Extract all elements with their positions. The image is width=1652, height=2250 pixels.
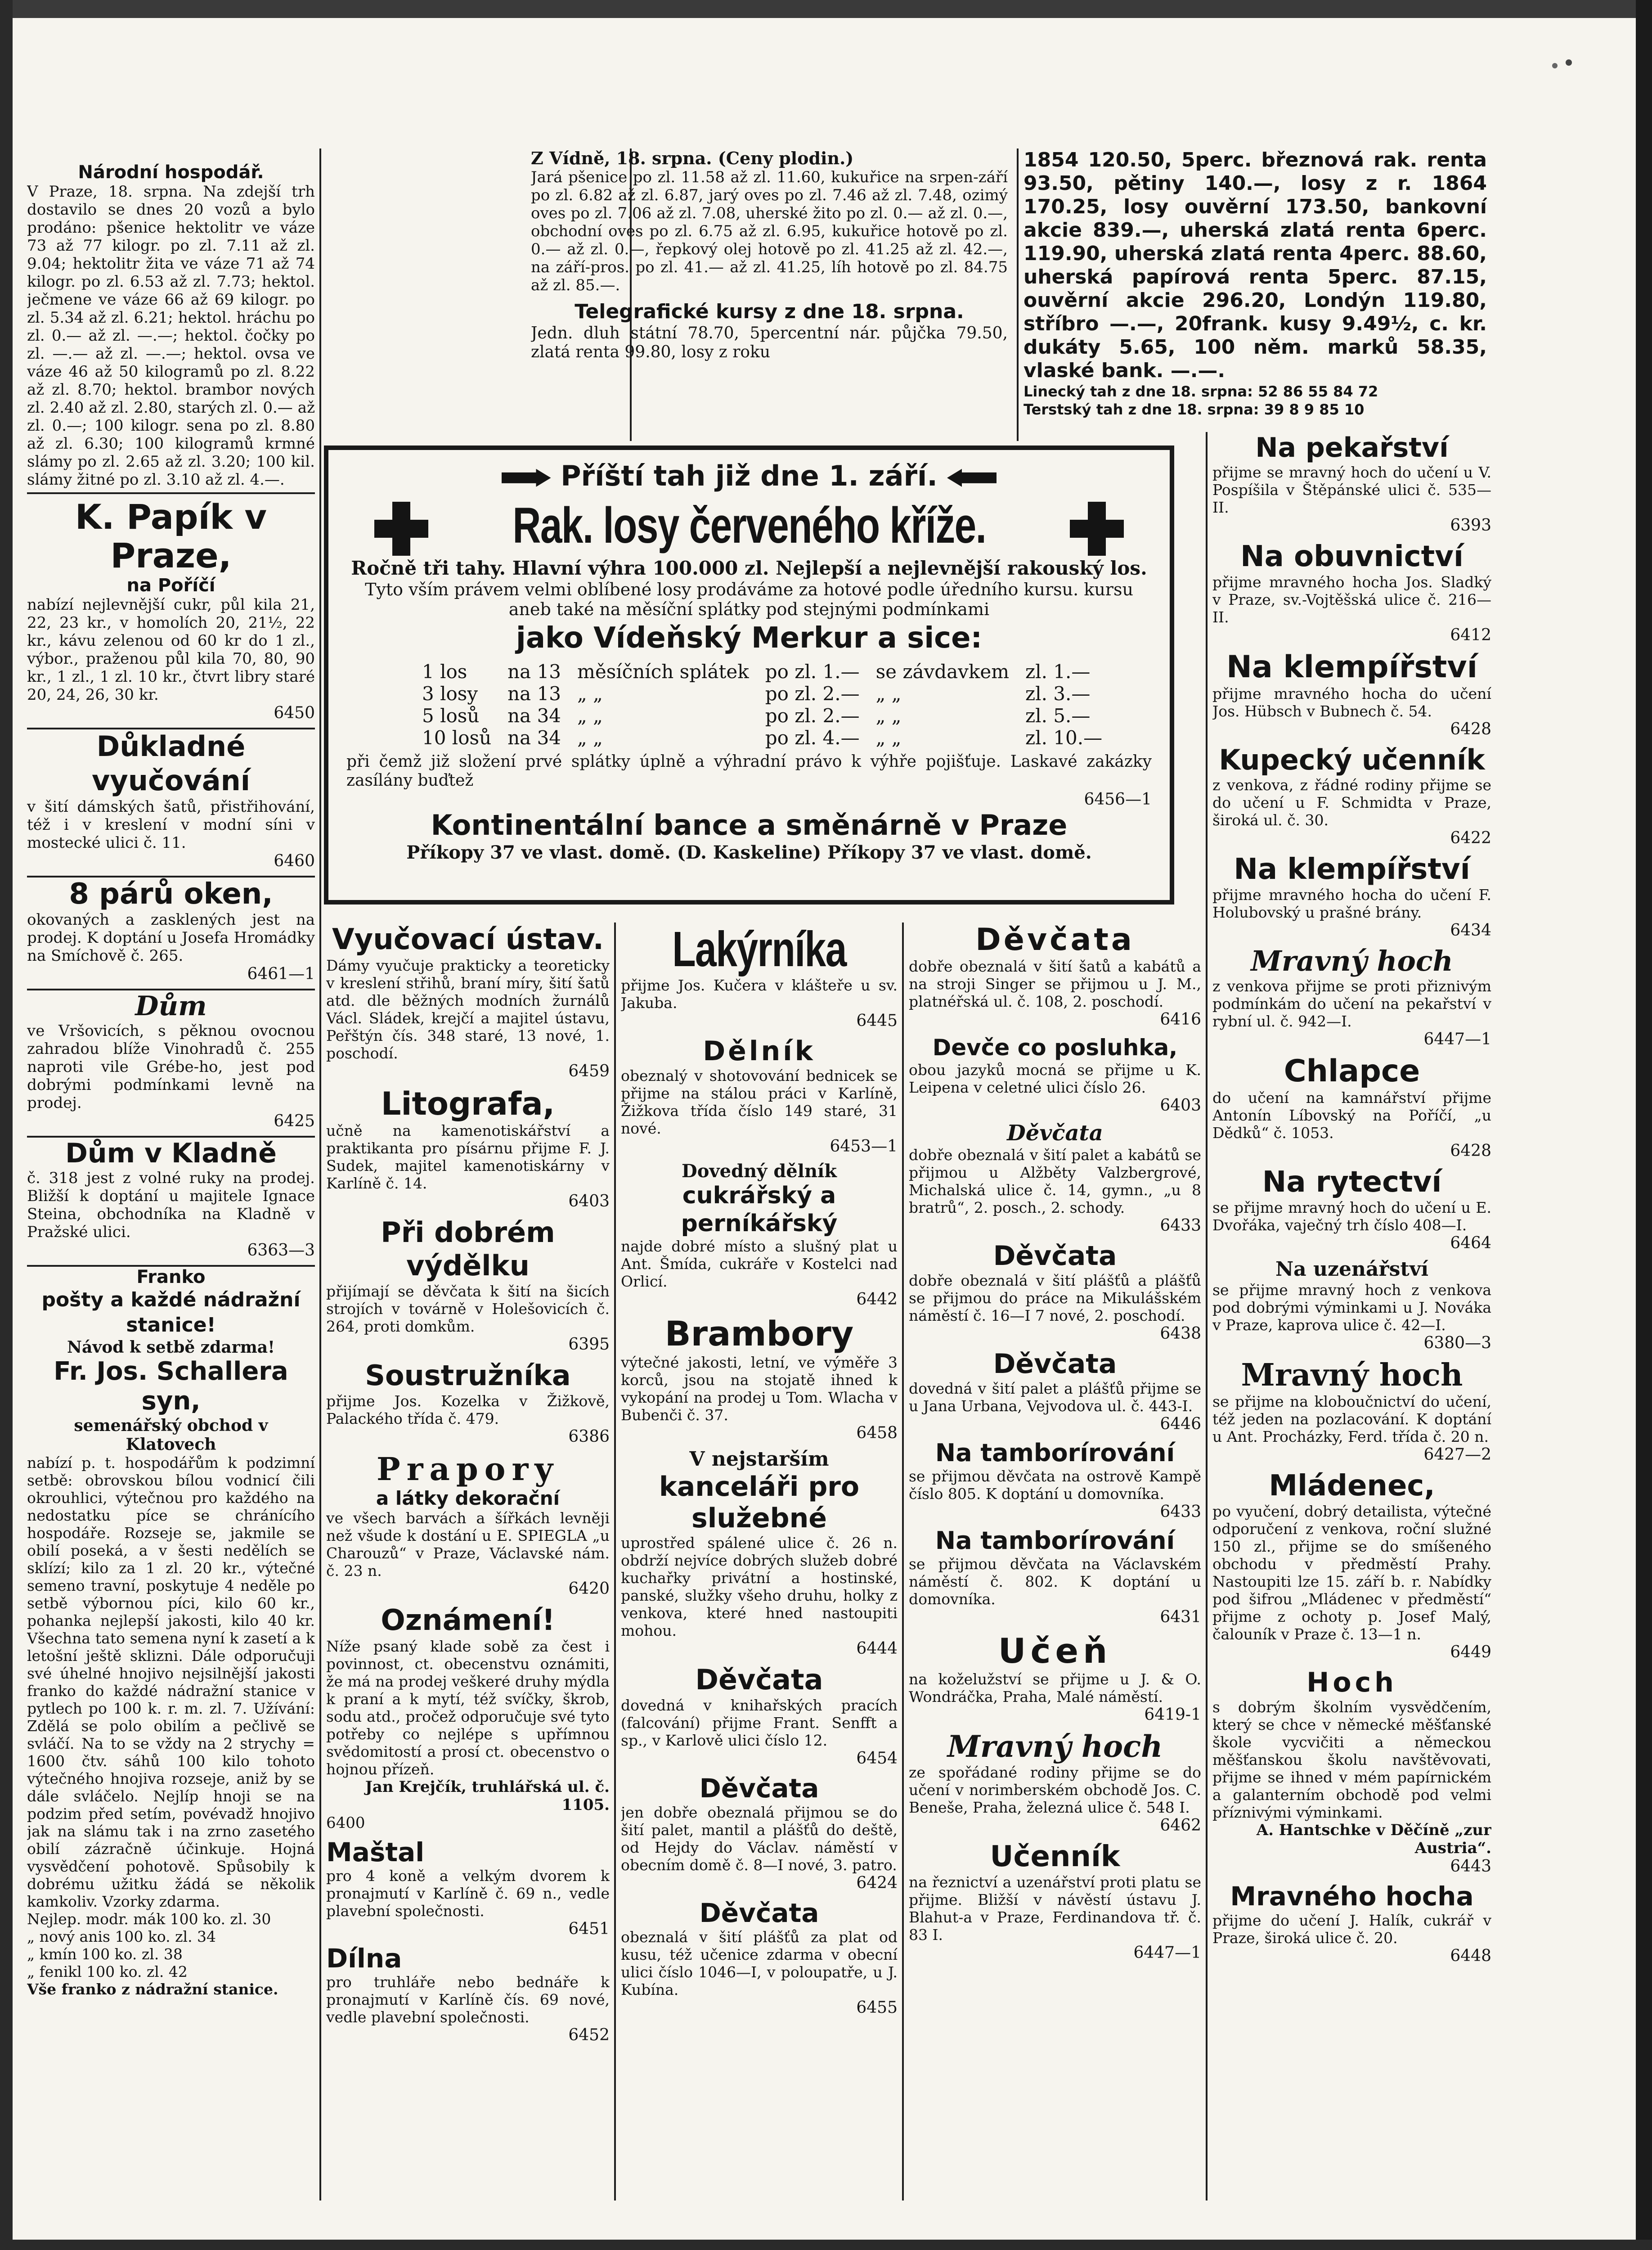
lottery-title-line: [346, 494, 1152, 557]
ad-text: Dámy vyučuje prakticky a teoreticky v kreslení střihů, braní míry, šití šatů atd. dle běžných modních žurnálů Václ. Sládek, krejčí a majitel ústavu, Peřštýn čís. 348 staré, 13 nové, 1. poschodí.: [326, 957, 610, 1062]
ad-title: Děvčata: [699, 1898, 819, 1928]
lottery-main-prize: Ročně tři tahy. Hlavní výhra 100.000 zl. Nejlepší a nejlevnější rakouský los.: [351, 557, 1147, 579]
ad-title: Děvčata: [975, 922, 1135, 958]
ad-kicker: Franko: [136, 1267, 206, 1287]
ad-kancelar: [621, 1448, 898, 1658]
table-cell: „ „: [577, 705, 603, 727]
ad-text: najde dobré místo a slušný plat u Ant. Šmída, cukráře v Kostelci nad Orlicí.: [621, 1238, 898, 1290]
telegraf-text: Jedn. dluh státní 78.70, 5percentní nár. půjčka 79.50, zlatá renta 99.80, losy z roku: [531, 324, 1008, 361]
lottery-note: při čemž již složení prvé splátky úplně a výhradní právo k výhře pojišťuje. Laskavé zakázky zasílány buďtež: [346, 752, 1152, 790]
lottery-date-line: [346, 458, 1152, 494]
ad-devcata-mantil: [621, 1773, 898, 1892]
ad-text: na koželužství se přijme u J. & O. Wondráčka, Praha, Malé náměstí.: [909, 1670, 1201, 1706]
ad-title: Na tamborírování: [935, 1439, 1175, 1467]
ad-number: 6460: [274, 852, 315, 870]
pointing-hand-icon: [947, 469, 997, 487]
table-cell: „ „: [875, 705, 902, 727]
ad-title: kanceláři pro služebné: [659, 1471, 860, 1534]
ad-title: Hoch: [1306, 1667, 1397, 1698]
ad-title: Soustružníka: [365, 1359, 571, 1392]
ad-soustruznika: [326, 1359, 610, 1446]
ad-oznameni: [326, 1603, 610, 1832]
ad-number: 6419-1: [1144, 1706, 1201, 1724]
ad-text: dobře obeznalá v šití palet a kabátů se přijmou u Alžběty Valzbergrové, Michalská ulice č. 14, gymn., „u 8 bratrů“, 2. posch., 2. schody.: [909, 1146, 1201, 1216]
divider: [27, 1136, 315, 1138]
ad-kicker: Dovedný dělník: [682, 1161, 837, 1182]
ad-subtitle: semenářský obchod v Klatovech: [74, 1416, 268, 1454]
ad-rytectvi: [1212, 1166, 1491, 1252]
table-cell: 10 losů: [422, 727, 492, 749]
ad-text: ve všech barvách a šířkách levněji než všude k dostání u E. SPIEGLA „u Charouzů“ v Praze, Václavské nám. č. 23 n.: [326, 1509, 610, 1580]
ad-title: Chlapce: [1284, 1053, 1420, 1089]
ad-subtitle: a látky dekorační: [376, 1487, 560, 1509]
ad-title: 8 párů oken,: [69, 878, 273, 911]
ad-title: Mravný hoch: [1251, 945, 1453, 977]
price-line: „ kmín 100 ko. zl. 38: [27, 1945, 183, 1963]
ad-text: pro truhláře nebo bednáře k pronajmutí v Karlíně čís. 69 nové, vedle plavební společnosti.: [326, 1973, 610, 2026]
ad-vydelek: [326, 1216, 610, 1354]
divider: [27, 492, 315, 494]
ad-title: Děvčata: [695, 1663, 823, 1696]
ad-title: Na tamborírování: [935, 1526, 1175, 1555]
ad-klempirstvi-1: [1212, 650, 1491, 738]
telegraf-title: Telegrafické kursy z dne 18. srpna.: [575, 300, 964, 323]
ad-number: 6442: [856, 1290, 898, 1309]
ad-devcata-plastu: [621, 1898, 898, 2017]
column-rule: [1206, 432, 1208, 2200]
column-rule: [319, 148, 321, 2200]
ad-title: Prapory: [376, 1450, 560, 1488]
ad-text: se přijmou děvčata na Václavském náměstí č. 802. K doptání u domovníka.: [909, 1555, 1201, 1608]
ad-text: se přijmou děvčata na ostrově Kampě číslo 805. K doptání u domovníka.: [909, 1467, 1201, 1503]
ad-title: Lakýrníka: [672, 922, 846, 977]
ad-number: 6446: [1160, 1415, 1201, 1433]
ad-title: K. Papík v Praze,: [75, 497, 267, 576]
ad-devcata-urban: [909, 1348, 1201, 1433]
ad-number: 6393: [1450, 516, 1491, 535]
scan-edge-left: [0, 0, 13, 2250]
divider: [27, 1265, 315, 1267]
ad-title: Dům: [135, 990, 207, 1022]
ad-chlapce: [1212, 1054, 1491, 1160]
ad-text: v šití dámských šatů, přistřihování, též i v kreslení v modní síni v mostecké ulici č. 11.: [27, 798, 315, 852]
ad-number: 6422: [1450, 829, 1491, 847]
ad-title: Brambory: [664, 1314, 854, 1354]
ad-text: se přijme na kloboučnictví do učení, též jeden na pozlacování. K doptání u Ant. Procházky, Ferd. třída č. 20 n.: [1212, 1393, 1491, 1445]
ad-title: Maštal: [326, 1837, 425, 1868]
ad-number: 6445: [856, 1012, 898, 1030]
ad-number: 6462: [1160, 1816, 1201, 1835]
ad-subtitle: na Poříčí: [126, 575, 215, 596]
column-5-ads: [1212, 432, 1491, 2196]
ad-text: s dobrým školním vysvědčením, který se chce v německé měšťanské škole vycvičiti a německou měšťanskou školu navštěvovati, přijme se ihned v mém papírnickém a galanterním obchodě pod velmi příznivými výminkami.: [1212, 1698, 1491, 1821]
ad-title: Oznámení!: [381, 1604, 555, 1637]
table-cell: na 13: [507, 661, 561, 683]
table-cell: po zl. 2.—: [765, 705, 860, 727]
ad-text: nabízí nejlevnější cukr, půl kila 21, 22, 23 kr., v homolích 20, 21½, 22 kr., kávu zelenou od 60 kr do 1 zl., výbor., praženou půl kila 70, 80, 90 kr., 1 zl., 1 zl. 10 kr., čtvrt libry staré 20, 24, 26, 30 kr.: [27, 596, 315, 704]
ad-title: Děvčata: [699, 1773, 819, 1804]
pointing-hand-icon: [502, 469, 551, 487]
lottery-date-text: Příští tah již dne 1. září.: [561, 459, 938, 492]
ad-title: Dělník: [703, 1035, 816, 1067]
ad-number: 6454: [856, 1749, 898, 1768]
lottery-ad-box: [324, 446, 1174, 904]
divider: [27, 989, 315, 990]
ad-text: dobře obeznalá v šití plášťů a plášťů se přijmou do práce na Mikulášském náměstí č. 16—I 7 nové, 2. poschodí.: [909, 1272, 1201, 1324]
ad-number: 6431: [1160, 1608, 1201, 1626]
ad-number: 6464: [1450, 1234, 1491, 1252]
ad-cukrarsky: [621, 1161, 898, 1309]
ad-text: obou jazyků mocná se přijme u K. Leipena v celetné ulici číslo 26.: [909, 1061, 1201, 1096]
ad-ucen: [909, 1632, 1201, 1724]
lottery-title: Rak. losy červeného kříže.: [512, 497, 986, 554]
ad-number: 6444: [856, 1639, 898, 1658]
ad-number: 6449: [1450, 1643, 1491, 1661]
table-row: [414, 661, 1110, 683]
ad-number: 6438: [1160, 1324, 1201, 1343]
wien-title: Z Vídně, 18. srpna. (Ceny plodin.): [531, 148, 854, 168]
lottery-merkur: jako Vídeňský Merkur a sice:: [516, 621, 983, 655]
column-2-ads: [326, 922, 610, 2196]
ad-devcata-mikulas: [909, 1240, 1201, 1343]
installment-table: [414, 661, 1110, 749]
ad-klempirstvi-2: [1212, 853, 1491, 940]
ad-number: 6453—1: [830, 1137, 898, 1156]
ad-title: Děvčata: [993, 1240, 1117, 1272]
ad-devcata-palet: [909, 1120, 1201, 1235]
scan-edge-top: [0, 0, 1652, 18]
ad-text: přijme mravného hocha Jos. Sladký v Praze, sv.-Vojtěšská ulice č. 216—II.: [1212, 573, 1491, 626]
table-cell: zl. 3.—: [1025, 683, 1091, 705]
ad-number: 6380—3: [1423, 1334, 1491, 1352]
market-prices: [531, 148, 1008, 441]
ad-title: Důkladné vyučování: [92, 730, 250, 797]
ad-number: 6459: [568, 1062, 610, 1080]
price-line: Vše franko z nádražní stanice.: [27, 1980, 278, 1998]
ad-text: přijme Jos. Kučera v klášteře u sv. Jakuba.: [621, 976, 898, 1012]
ad-schaller: [27, 1267, 315, 1998]
ad-number: 6425: [274, 1112, 315, 1130]
ad-tambor-kampa: [909, 1439, 1201, 1521]
ad-text: se přijme mravný hoch z venkova pod dobrými výminkami u J. Nováka v Praze, kaprova ulice č. 42—I.: [1212, 1281, 1491, 1334]
price-line: „ nový anis 100 ko. zl. 34: [27, 1928, 216, 1945]
ad-posluhka: [909, 1034, 1201, 1115]
ad-tambor-vaclav: [909, 1526, 1201, 1626]
ad-number: 6456—1: [1084, 790, 1152, 809]
narodni-title: Národní hospodář.: [78, 162, 264, 183]
ad-title: Učenník: [990, 1840, 1120, 1873]
ad-obuvnictvi: [1212, 540, 1491, 644]
ad-text: uprostřed spálené ulice č. 26 n. obdrží nejvíce dobrých služeb dobré kuchařky privátní a hostinské, panské, služky všeho druhu, holky z venkova, které hned nastoupiti mohou.: [621, 1534, 898, 1639]
ad-title: Mravného hocha: [1230, 1881, 1474, 1912]
ad-lakyrnika: [621, 922, 898, 1030]
table-cell: „ „: [577, 727, 603, 749]
ad-text: se přijme mravný hoch do učení u E. Dvořáka, vaječný trh číslo 408—I.: [1212, 1199, 1491, 1234]
ad-brambory: [621, 1314, 898, 1442]
ad-text: přijme do učení J. Halík, cukrář v Praze, široká ulice č. 20.: [1212, 1912, 1491, 1947]
ad-number: 6443: [1450, 1857, 1491, 1876]
divider: [27, 876, 315, 878]
column-rule: [902, 922, 904, 2200]
ad-title: Na uzenářství: [1275, 1258, 1429, 1281]
ad-delnik: [621, 1035, 898, 1156]
table-cell: měsíčních splátek: [577, 661, 749, 683]
ad-title: Na obuvnictví: [1240, 540, 1463, 573]
ad-title: Mravný hoch: [1241, 1357, 1463, 1393]
ad-title: Učeň: [998, 1631, 1112, 1671]
table-cell: 1 los: [422, 661, 467, 683]
ad-dilna: [326, 1944, 610, 2044]
ad-text: po vyučení, dobrý detailista, výtečné odporučení z venkova, roční služné 150 zl., přijme se do smíšeného obchodu v předměstí Prahy. Nastoupiti lze 15. září b. r. Nabídky pod šifrou „Mládenec v předměstí“ přijme z ochoty p. Josef Malý, čalouník v Praze č. 13—1 n.: [1212, 1503, 1491, 1643]
scan-speck: [1566, 59, 1572, 66]
scan-edge-right: [1636, 0, 1652, 2250]
ad-text: dovedná v šití palet a plášťů přijme se u Jana Urbana, Vejvodova ul. č. 443-I.: [909, 1380, 1201, 1415]
ad-number: 6447—1: [1133, 1944, 1201, 1962]
ad-mastal: [326, 1837, 610, 1938]
ad-title: Děvčata: [993, 1348, 1117, 1380]
ad-number: 6395: [568, 1335, 610, 1354]
narodni-text: V Praze, 18. srpna. Na zdejší trh dostavilo se dnes 20 vozů a bylo prodáno: pšenice hektolitr ve váze 73 až 77 kilogr. po zl. 7.11 až zl. 9.04; hektolitr žita ve váze 71 až 74 kilogr. po zl. 6.53 až zl. 7.73; hektol. ječmene ve váze 66 až 69 kilogr. po zl. 5.34 až zl. 6.21; hektol. hráchu po zl. 0.— až zl. —.—; hektol. čočky po zl. —.— až zl. —.—; hektol. ovsa ve váze 46 až 50 kilogramů po zl. 8.22 až zl. 8.70; hektol. brambor nových zl. 2.40 až zl. 2.80, starých zl. 0.— až zl. 0.—; 100 kilogr. sena po zl. 8.80 až zl. 6.30; 100 kilogramů krmné slámy po zl. 2.65 až zl. 3.20; 100 kil. slámy žitné po zl. 3.10 až zl. 4.—.: [27, 183, 315, 489]
terst-draw: Terstský tah z dne 18. srpna: 39 8 9 85 10: [1024, 401, 1365, 418]
ad-devcata-singer: [909, 922, 1201, 1029]
ad-text: přijme se mravný hoch do učení u V. Pospíšila v Štěpánské ulici č. 535—II.: [1212, 464, 1491, 516]
column-rule: [614, 922, 616, 2200]
ad-title: Dílna: [326, 1943, 402, 1974]
column-4-ads: [909, 922, 1201, 2196]
ad-number: 6434: [1450, 921, 1491, 940]
ad-hoch-decin: [1212, 1667, 1491, 1876]
ad-text: z venkova přijme se proti přiznivým podmínkám do učení na pekařství v rybní ul. č. 942—I.: [1212, 977, 1491, 1030]
ad-title: Na klempířství: [1234, 853, 1470, 886]
ad-text: na řeznictví a uzenářství proti platu se přijme. Bližší v návěstí ústavu J. Blahut-a v Praze, Ferdinandova tř. č. 83 I.: [909, 1873, 1201, 1944]
ad-number: 6427—2: [1423, 1445, 1491, 1464]
table-cell: po zl. 4.—: [765, 727, 860, 749]
ad-kicker: V nejstarším: [689, 1448, 829, 1471]
ad-number: 6452: [568, 2026, 610, 2044]
ad-number: 6447—1: [1423, 1030, 1491, 1048]
ad-number: 6428: [1450, 720, 1491, 738]
ad-title: Na rytectví: [1262, 1166, 1442, 1199]
ad-text: přijme Jos. Kozelka v Žižkově, Palackého třída č. 479.: [326, 1392, 610, 1427]
ad-prapory: [326, 1451, 610, 1598]
lottery-terms: Tyto vším právem velmi oblíbené losy prodáváme za hotové podle úředního kursu. kursu aneb také na měsíční splátky pod stejnými podmínkami: [365, 580, 1133, 619]
ad-title: cukrářský a perníkářský: [681, 1182, 838, 1237]
ad-mravny-hoch-klobouk: [1212, 1358, 1491, 1464]
ad-text: z venkova, z řádné rodiny přijme se do učení u F. Schmidta v Praze, široká ul. č. 30.: [1212, 776, 1491, 829]
table-cell: „ „: [875, 683, 902, 705]
ad-title: Děvčata: [1007, 1120, 1103, 1146]
column-3-ads: [621, 922, 898, 2196]
ad-kladno: [27, 1138, 315, 1260]
column-1: [27, 162, 315, 2196]
ad-text: výtečné jakosti, letní, ve výměře 3 korců, jsou na stojatě ihned k vykopání na prodej u Tom. Wlacha v Bubenči č. 37.: [621, 1354, 898, 1424]
ad-number: 6451: [568, 1920, 610, 1938]
ad-mladenec: [1212, 1469, 1491, 1661]
ad-uzenarstvi: [1212, 1258, 1491, 1352]
table-cell: „ „: [875, 727, 902, 749]
ad-number: 6455: [856, 1998, 898, 2017]
ad-number: 6448: [1450, 1947, 1491, 1965]
price-line: Nejlep. modr. mák 100 ko. zl. 30: [27, 1910, 271, 1928]
table-cell: po zl. 1.—: [765, 661, 860, 683]
ad-devcata-knihar: [621, 1663, 898, 1768]
ad-title: Mravný hoch: [947, 1729, 1163, 1764]
table-cell: „ „: [577, 683, 603, 705]
table-cell: po zl. 2.—: [765, 683, 860, 705]
ad-dum: [27, 990, 315, 1130]
ad-mravneho-hocha: [1212, 1881, 1491, 1965]
table-cell: 5 losů: [422, 705, 480, 727]
ad-text: obeznalá v šití plášťů za plat od kusu, též učenice zdarma v obecní ulici číslo 1046—I, v poloupatře, u J. Kubína.: [621, 1928, 898, 1998]
ad-text: pro 4 koně a velkým dvorem k pronajmutí v Karlíně č. 69 n., vedle plavební společnosti.: [326, 1867, 610, 1920]
ad-title: Dům v Kladně: [65, 1138, 277, 1169]
ad-text: ze spořádané rodiny přijme se do učení v norimberském obchodě Jos. C. Beneše, Praha, železná ulice č. 548 I.: [909, 1764, 1201, 1816]
ad-signature: Jan Krejčík, truhlářská ul. č. 1105.: [365, 1778, 610, 1814]
scan-edge-bottom: [0, 2240, 1652, 2250]
ad-text: přijme mravného hocha do učení F. Holubovský u prašné brány.: [1212, 886, 1491, 921]
bank-address: Příkopy 37 ve vlast. domě. (D. Kaskeline) Příkopy 37 ve vlast. domě.: [406, 842, 1092, 863]
ad-title: Fr. Jos. Schallera syn,: [54, 1357, 288, 1416]
ad-number: 6400: [326, 1814, 365, 1832]
table-cell: na 13: [507, 683, 561, 705]
ad-title: Na klempířství: [1226, 649, 1478, 685]
table-row: [414, 683, 1110, 705]
table-cell: zl. 10.—: [1025, 727, 1103, 749]
ad-number: 6461—1: [247, 965, 315, 983]
ad-text: dovedná v knihařských pracích (falcování) přijme Frant. Senfft a sp., v Karlově ulici číslo 12.: [621, 1696, 898, 1749]
ad-vyucovani: [27, 729, 315, 870]
ad-subtitle: pošty a každé nádražní stanice!: [41, 1288, 301, 1336]
ad-text: nabízí p. t. hospodářům k podzimní setbě: obrovskou bílou vodnicí čili okrouhlici, výtečnou pro každého na nedostatku píce se chránícího hospodáře. Rozseje se, jakmile se obilí poseká, a v šesti nedělích se sklízí; kilo za 1 zl. 20 kr., výtečné semeno travní, poskytuje 4 neděle po setbě výbornou píci, kilo 60 kr., pohanka nejlepší jakosti, kilo 40 kr. Všechna tato semena nyní k zasetí a k letošní ještě sklizni. Dále odporučuji své úhelné hnojivo nejsilnější jakosti franko do každé nádražní stanice v pytlech po 100 k. r. m. zl. 7. Užívání: Zdělá se polo obilím a pečlivě se svláčí. Na to se vždy na 2 strychy = 1600 čtv. sáhů 100 kilo tohoto výtečného hnojiva rozseje, aniž by se dále svláčelo. Nejlíp hnoji se na podzim před setím, povévadž hnojivo jak na slámu tak i na zrno zasetého obilí zázračně účinkuje. Hojná vysvědčení pohotově. Spůsobily k dobrému užitku žádá se několik kamkoliv. Vzorky zdarma.: [27, 1454, 315, 1910]
ad-number: 6433: [1160, 1503, 1201, 1521]
column-rule: [1017, 148, 1019, 441]
table-row: [414, 705, 1110, 727]
ad-pekarstvi: [1212, 432, 1491, 535]
ad-text: učně na kamenotiskářství a praktikanta pro písárnu přijme F. J. Sudek, majitel kamenotiskárny v Karlíně č. 14.: [326, 1122, 610, 1192]
ad-title: Kupecký učenník: [1219, 743, 1485, 776]
ad-number: 6403: [568, 1192, 610, 1210]
ad-number: 6433: [1160, 1216, 1201, 1235]
table-cell: zl. 1.—: [1025, 661, 1091, 683]
linec-draw: Linecký tah z dne 18. srpna: 52 86 55 84 72: [1024, 383, 1378, 400]
ad-text: obeznalý v shotovování bednicek se přijme na stálou práci v Karlíně, Žižkova třída číslo 149 staré, 31 nové.: [621, 1067, 898, 1137]
ad-text: ve Vršovicích, s pěknou ovocnou zahradou blíže Vinohradů č. 255 naproti vile Grébe-ho, jest pod dobrými podmínkami levně na prodej.: [27, 1022, 315, 1112]
ad-litografa: [326, 1086, 610, 1210]
ad-signature: A. Hantschke v Děčíně „zur Austria“.: [1256, 1821, 1491, 1857]
ad-number: 6420: [568, 1580, 610, 1598]
scan-speck: [1552, 63, 1558, 68]
ad-number: 6450: [274, 704, 315, 722]
ad-papik: [27, 498, 315, 722]
ad-title: Devče co posluhka,: [932, 1035, 1178, 1061]
ad-number: 6386: [568, 1427, 610, 1446]
ad-number: 6424: [856, 1874, 898, 1892]
ad-text: Níže psaný klade sobě za čest i povinnost, ct. obecenstvu oznámiti, že má na prodej veškeré druhy mýdla k praní a k mytí, též svíčky, škrob, sodu atd., pročež odporučuje své tyto potřeby co nejlépe s upřímnou svědomitostí a prosí ct. obecenstvo o hojnou přízeň.: [326, 1638, 610, 1778]
price-line: „ fenikl 100 ko. zl. 42: [27, 1963, 188, 1980]
bank-name: Kontinentální bance a směnárně v Praze: [431, 809, 1068, 842]
ad-text: přijme mravného hocha do učení Jos. Hübsch v Bubnech č. 54.: [1212, 685, 1491, 720]
table-cell: na 34: [507, 705, 561, 727]
ad-text: č. 318 jest z volné ruky na prodej. Bližší k doptání u majitele Ignace Steina, obchodníka na Kladně v Pražské ulici.: [27, 1169, 315, 1241]
ad-ucennik-reznictvi: [909, 1840, 1201, 1962]
table-cell: se závdavkem: [875, 661, 1010, 683]
ad-title: Mládenec,: [1269, 1469, 1435, 1503]
ad-title: Při dobrém výdělku: [381, 1216, 555, 1282]
ad-kupecky-ucennik: [1212, 744, 1491, 847]
table-cell: zl. 5.—: [1025, 705, 1091, 727]
ad-number: 6458: [856, 1424, 898, 1442]
ad-title: Vyučovací ústav.: [332, 923, 604, 956]
ad-oken: [27, 878, 315, 983]
ad-text: do učení na kamnářství přijme Antonín Líbovský na Poříčí, „u Dědků“ č. 1053.: [1212, 1089, 1491, 1142]
ad-number: 6416: [1160, 1010, 1201, 1029]
ad-mravny-hoch-pekar: [1212, 945, 1491, 1048]
ad-text: přijímají se děvčata k šití na šicích strojích v továrně v Holešovicích č. 264, proti domkům.: [326, 1282, 610, 1335]
ad-number: 6403: [1160, 1096, 1201, 1115]
table-cell: 3 losy: [422, 683, 478, 705]
table-row: [414, 727, 1110, 749]
ad-text: okovaných a zasklených jest na prodej. K doptání u Josefa Hromádky na Smíchově č. 265.: [27, 911, 315, 965]
ad-number: 6412: [1450, 626, 1491, 644]
wien-text: Jará pšenice po zl. 11.58 až zl. 11.60, kukuřice na srpen-září po zl. 6.82 až zl. 6.87, jarý oves po zl. 7.46 až zl. 7.48, ozimý oves po zl. 7.06 až zl. 7.08, uherské žito po zl. 0.— až zl. 0.—, obchodní oves po zl. 6.75 až zl. 6.95, kukuřice hotově po zl. 0.— až zl. 0.—, řepkový olej hotově po zl. 41.25 až zl. 42.—, na září-pros. po zl. 41.— až zl. 41.25, líh hotově po zl. 84.75 až zl. 85.—.: [531, 168, 1008, 294]
ad-note: Návod k setbě zdarma!: [67, 1338, 275, 1357]
kurs-text: 1854 120.50, 5perc. březnová rak. renta 93.50, pětiny 140.—, losy z r. 1864 170.25, losy ouvěrní 173.50, bankovní akcie 839.—, uherská zlatá renta 6perc. 119.90, uherská zlatá renta 4perc. 88.60, uherská papírová renta 5perc. 87.15, ouvěrní akcie 296.20, Londýn 119.80, stříbro —.—, 20frank. kusy 9.49½, c. kr. dukáty 5.65, 100 něm. marků 58.35, vlaské bank. —.—.: [1024, 148, 1487, 382]
ad-text: jen dobře obeznalá přijmou se do šití palet, mantil a plášťů do deště, od Hejdy do Václav. náměstí v obecním domě č. 8—I nové, 3. patro.: [621, 1804, 898, 1874]
ad-mravny-hoch-norimberk: [909, 1729, 1201, 1835]
ad-title: Na pekařství: [1255, 432, 1449, 464]
divider: [27, 728, 315, 729]
ad-number: 6363—3: [247, 1241, 315, 1260]
ad-number: 6428: [1450, 1142, 1491, 1160]
red-cross-icon: [374, 502, 428, 556]
red-cross-icon: [1070, 502, 1124, 556]
table-cell: na 34: [507, 727, 561, 749]
ad-text: dobře obeznalá v šití šatů a kabátů a na stroji Singer se přijmou u J. M., platnéřská ul. č. 108, 2. poschodí.: [909, 958, 1201, 1010]
ad-vyucovaci-ustav: [326, 922, 610, 1080]
exchange-rates: [1024, 148, 1487, 428]
ad-title: Litografa,: [381, 1085, 555, 1122]
